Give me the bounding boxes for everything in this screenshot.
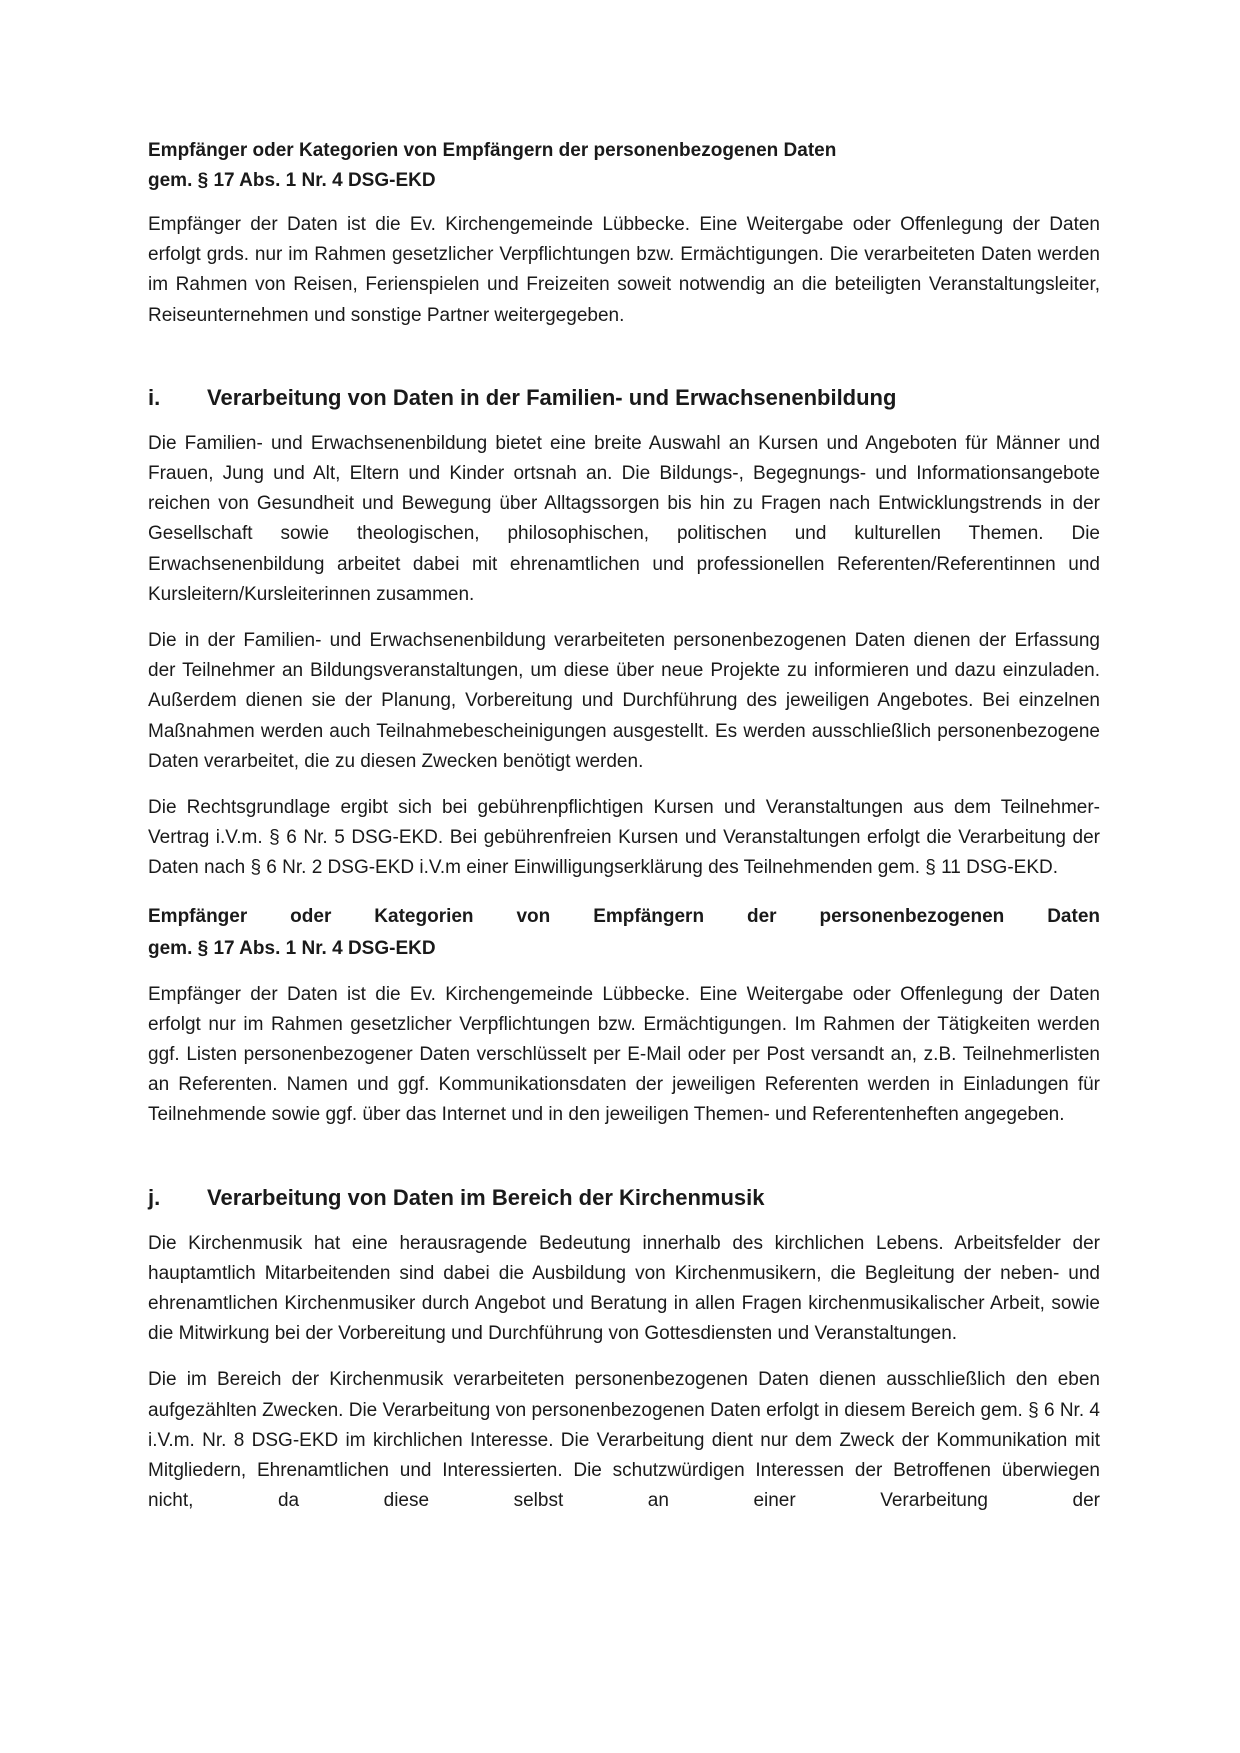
paragraph: Empfänger der Daten ist die Ev. Kirchengemeinde Lübbecke. Eine Weitergabe oder Offenlegung der Daten erfolgt nur im Rahmen gesetzlicher Verpflichtungen bzw. Ermächtigungen. Im Rahmen der Tätigkeiten werden ggf. Listen personenbezogener Daten verschlüsselt per E-Mail oder per Post versandt an, z.B. Teilnehmerlisten an Referenten. Namen und ggf. Kommunikationsdaten der jeweiligen Referenten werden in Einladungen für Teilnehmende sowie ggf. über das Internet und in den jeweiligen Themen- und Referentenheften angegeben. bbox=[148, 983, 1100, 1126]
section-number: i. bbox=[148, 384, 161, 410]
paragraph: Die Kirchenmusik hat eine herausragende Bedeutung innerhalb des kirchlichen Lebens. Arbeitsfelder der hauptamtlich Mitarbeitenden sind dabei die Ausbildung von Kirchenmusikern, die Begleitung der neben- und ehrenamtlichen Kirchenmusiker durch Angebot und Beratung in allen Fragen kirchenmusikalischer Arbeit, sowie die Mitwirkung bei der Vorbereitung und Durchführung von Gottesdiensten und Veranstaltungen. bbox=[148, 1232, 1100, 1345]
paragraph: Die Rechtsgrundlage ergibt sich bei gebührenpflichtigen Kursen und Veranstaltungen aus dem Teilnehmer-Vertrag i.V.m. § 6 Nr. 5 DSG-EKD. Bei gebührenfreien Kursen und Veranstaltungen erfolgt die Verarbeitung der Daten nach § 6 Nr. 2 DSG-EKD i.V.m einer Einwilligungserklärung des Teilnehmenden gem. § 11 DSG-EKD. bbox=[148, 797, 1100, 879]
subheading-recipients bbox=[148, 136, 1100, 196]
section-heading-i bbox=[148, 383, 1100, 413]
subheading-line: gem. § 17 Abs. 1 Nr. 4 DSG-EKD bbox=[148, 170, 436, 191]
subheading-line: Empfänger oder Kategorien von Empfängern der personenbezogenen Daten bbox=[148, 140, 837, 161]
subheading-recipients bbox=[148, 900, 1100, 964]
subheading-line: Empfänger oder Kategorien von Empfängern der personenbezogenen Daten bbox=[148, 905, 1100, 927]
section-heading-j bbox=[148, 1183, 1100, 1213]
paragraph: Die im Bereich der Kirchenmusik verarbeiteten personenbezogenen Daten dienen ausschließlich den eben aufgezählten Zwecken. Die Verarbeitung von personenbezogenen Daten erfolgt in diesem Bereich gem. § 6 Nr. 4 i.V.m. Nr. 8 DSG-EKD im kirchlichen Interesse. Die Verarbeitung dient nur dem Zweck der Kommunikation mit Mitgliedern, Ehrenamtlichen und Interessierten. Die schutzwürdigen Interessen der Betroffenen überwiegen nicht, da diese selbst an einer Verarbeitung der bbox=[148, 1369, 1100, 1512]
paragraph: Die Familien- und Erwachsenenbildung bietet eine breite Auswahl an Kursen und Angeboten für Männer und Frauen, Jung und Alt, Eltern und Kinder ortsnah an. Die Bildungs-, Begegnungs- und Informationsangebote reichen von Gesundheit und Bewegung über Alltagssorgen bis hin zu Fragen nach Entwicklungstrends in der Gesellschaft sowie theologischen, philosophischen, politischen und kulturellen Themen. Die Erwachsenenbildung arbeitet dabei mit ehrenamtlichen und professionellen Referenten/Referentinnen und Kursleitern/Kursleiterinnen zusammen. bbox=[148, 432, 1100, 605]
section-number: j. bbox=[148, 1184, 161, 1210]
section-title: Verarbeitung von Daten im Bereich der Kirchenmusik bbox=[207, 1184, 765, 1210]
paragraph: Die in der Familien- und Erwachsenenbildung verarbeiteten personenbezogenen Daten dienen der Erfassung der Teilnehmer an Bildungsveranstaltungen, um diese über neue Projekte zu informieren und dazu einzuladen. Außerdem dienen sie der Planung, Vorbereitung und Durchführung des jeweiligen Angebotes. Bei einzelnen Maßnahmen werden auch Teilnahmebescheinigungen ausgestellt. Es werden ausschließlich personenbezogene Daten verarbeitet, die zu diesen Zwecken benötigt werden. bbox=[148, 630, 1100, 772]
document-body bbox=[148, 136, 1100, 1517]
section-title: Verarbeitung von Daten in der Familien- und Erwachsenenbildung bbox=[207, 384, 897, 410]
paragraph: Empfänger der Daten ist die Ev. Kirchengemeinde Lübbecke. Eine Weitergabe oder Offenlegung der Daten erfolgt grds. nur im Rahmen gesetzlicher Verpflichtungen bzw. Ermächtigungen. Die verarbeiteten Daten werden im Rahmen von Reisen, Ferienspielen und Freizeiten soweit notwendig an die beteiligten Veranstaltungsleiter, Reiseunternehmen und sonstige Partner weitergegeben. bbox=[148, 214, 1100, 326]
subheading-line: gem. § 17 Abs. 1 Nr. 4 DSG-EKD bbox=[148, 937, 436, 959]
